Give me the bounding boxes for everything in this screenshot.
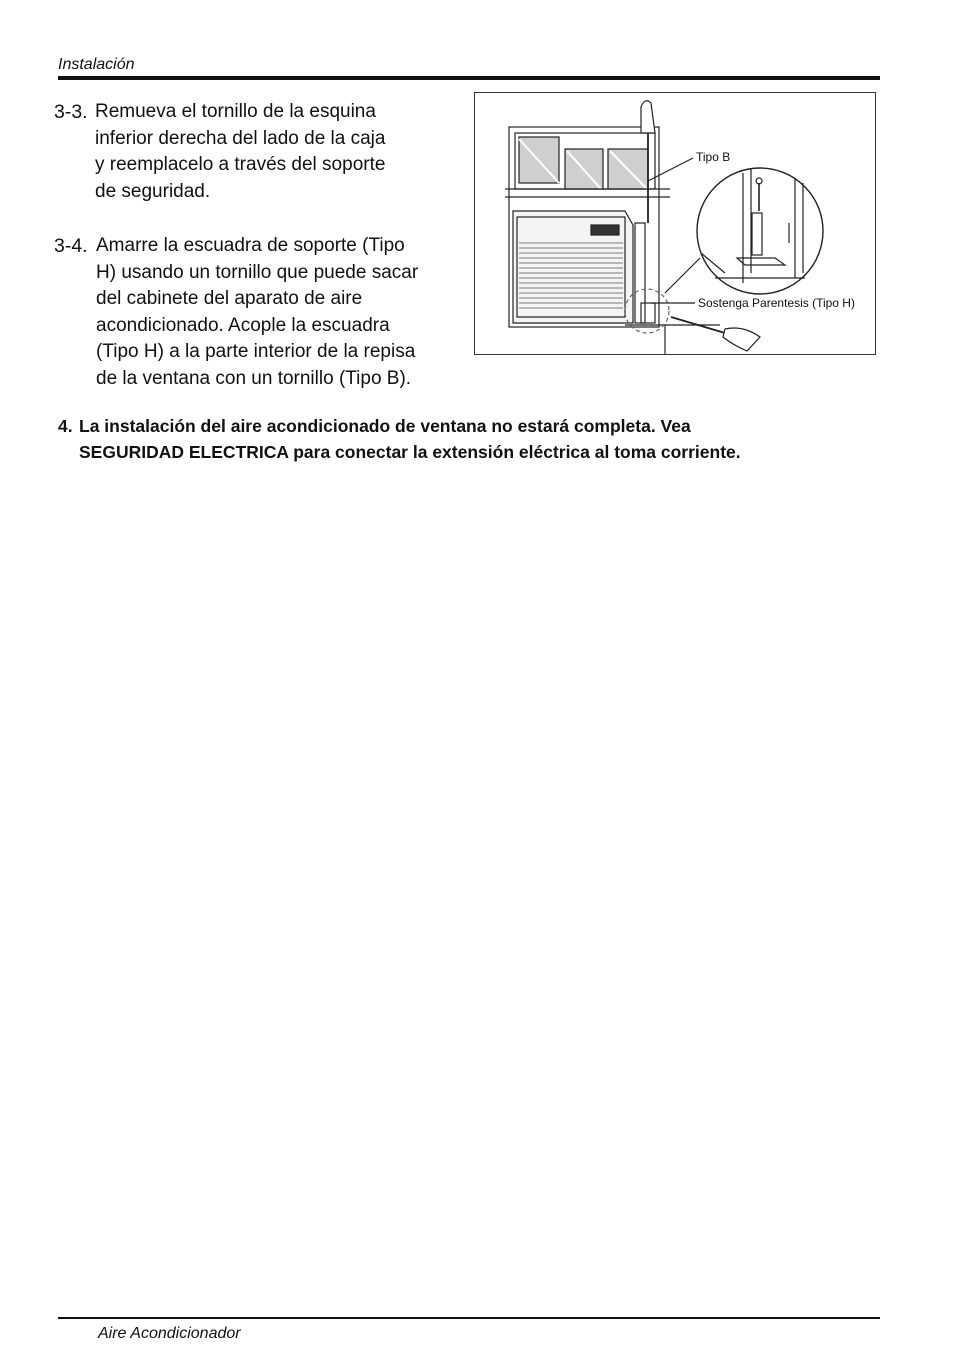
- page-footer-title: Aire Acondicionador: [98, 1325, 241, 1342]
- step-line: inferior derecha del lado de la caja: [95, 127, 386, 149]
- label-type-b: Tipo B: [696, 150, 731, 164]
- step-text: [95, 99, 464, 205]
- step-4: [58, 413, 888, 465]
- step-number: 3-4.: [54, 235, 88, 257]
- footer-rule: [58, 1317, 880, 1319]
- step-number: 4.: [58, 416, 73, 436]
- step-line: Amarre la escuadra de soporte (Tipo: [96, 235, 405, 256]
- step-line: de seguridad.: [95, 180, 211, 202]
- installation-illustration: [474, 92, 876, 355]
- step-number: 3-3.: [54, 101, 88, 123]
- step-line: (Tipo H) a la parte interior de la repisa: [96, 341, 416, 363]
- window-ac-drawing: [475, 93, 875, 354]
- step-line: SEGURIDAD ELECTRICA para conectar la extensión eléctrica al toma corriente.: [79, 442, 741, 462]
- step-line: Remueva el tornillo de la esquina: [95, 101, 376, 122]
- label-bracket-type-h: Sostenga Parentesis (Tipo H): [698, 296, 855, 310]
- step-line: de la ventana con un tornillo (Tipo B).: [96, 367, 412, 389]
- step-3-3: [54, 99, 464, 205]
- step-line: La instalación del aire acondicionado de ventana no estará completa. Vea: [79, 416, 691, 436]
- step-line: acondicionado. Acople la escuadra: [96, 314, 390, 336]
- step-3-4: [54, 233, 464, 393]
- step-line: del cabinete del aparato de aire: [96, 288, 363, 310]
- step-text: [96, 233, 464, 393]
- header-rule: [58, 76, 880, 80]
- page-header-title: Instalación: [58, 56, 135, 73]
- step-line: H) usando un tornillo que puede sacar: [96, 261, 419, 283]
- step-line: y reemplacelo a través del soporte: [95, 154, 386, 176]
- step-text: [79, 413, 888, 465]
